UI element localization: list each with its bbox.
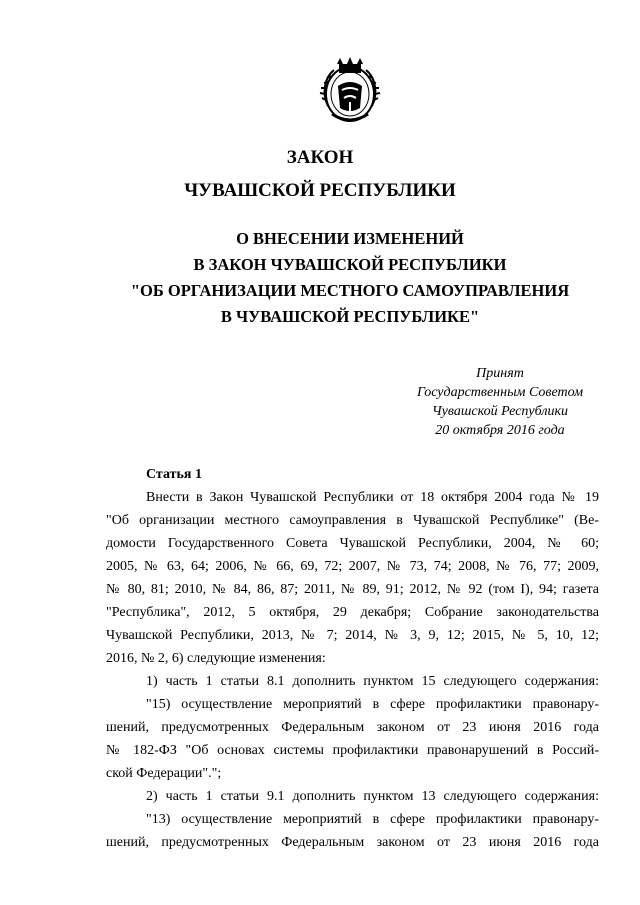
law-title: ЗАКОН: [286, 147, 354, 168]
subtitle-line: В ЧУВАШСКОЙ РЕСПУБЛИКЕ": [220, 307, 480, 326]
body-line: 2005, № 63, 64; 2006, № 66, 69, 72; 2007, № 73, 74; 2008, № 76, 77; 2009,: [106, 559, 599, 574]
adoption-line: Принят: [476, 366, 524, 381]
adoption-date: 20 октября 2016 года: [435, 423, 565, 438]
law-subtitle: [0, 226, 640, 330]
body-line: 2) часть 1 статьи 9.1 дополнить пунктом 13 следующего содержания:: [146, 789, 599, 804]
subtitle-line: О ВНЕСЕНИИ ИЗМЕНЕНИЙ: [236, 229, 464, 248]
body-line: шений, предусмотренных Федеральным законом от 23 июня 2016 года: [106, 835, 599, 850]
body-line: № 80, 81; 2010, № 84, 86, 87; 2011, № 89, 91; 2012, № 92 (том I), 94; газета: [106, 582, 599, 597]
body-line: "13) осуществление мероприятий в сфере профилактики правонару-: [146, 812, 599, 827]
body-line: № 182-ФЗ "Об основах системы профилактики правонарушений в Россий-: [106, 743, 599, 758]
adoption-note: [400, 364, 600, 440]
body-line: "Об организации местного самоуправления в Чувашской Республике" (Ве-: [106, 513, 599, 528]
republic-title: ЧУВАШСКОЙ РЕСПУБЛИКИ: [184, 180, 456, 201]
adoption-line: Чувашской Республики: [432, 404, 568, 419]
adoption-line: Государственным Советом: [416, 385, 584, 400]
law-body: [106, 463, 599, 854]
body-line: ской Федерации".";: [106, 766, 222, 781]
body-line: "15) осуществление мероприятий в сфере профилактики правонару-: [146, 697, 599, 712]
subtitle-line: В ЗАКОН ЧУВАШСКОЙ РЕСПУБЛИКИ: [193, 255, 507, 274]
article-heading: Статья 1: [146, 467, 202, 482]
body-line: 1) часть 1 статьи 8.1 дополнить пунктом 15 следующего содержания:: [146, 674, 599, 689]
body-line: 2016, № 2, 6) следующие изменения:: [106, 651, 326, 666]
body-line: Чувашской Республики, 2013, № 7; 2014, № 3, 9, 12; 2015, № 5, 10, 12;: [106, 628, 599, 643]
subtitle-line: "ОБ ОРГАНИЗАЦИИ МЕСТНОГО САМОУПРАВЛЕНИЯ: [130, 281, 570, 300]
body-line: шений, предусмотренных Федеральным законом от 23 июня 2016 года: [106, 720, 599, 735]
coat-of-arms-emblem-icon: [314, 54, 386, 126]
body-line: домости Государственного Совета Чувашской Республики, 2004, № 60;: [106, 536, 599, 551]
body-line: Внести в Закон Чувашской Республики от 18 октября 2004 года № 19: [146, 490, 599, 505]
body-line: "Республика", 2012, 5 октября, 29 декабря; Собрание законодательства: [106, 605, 599, 620]
